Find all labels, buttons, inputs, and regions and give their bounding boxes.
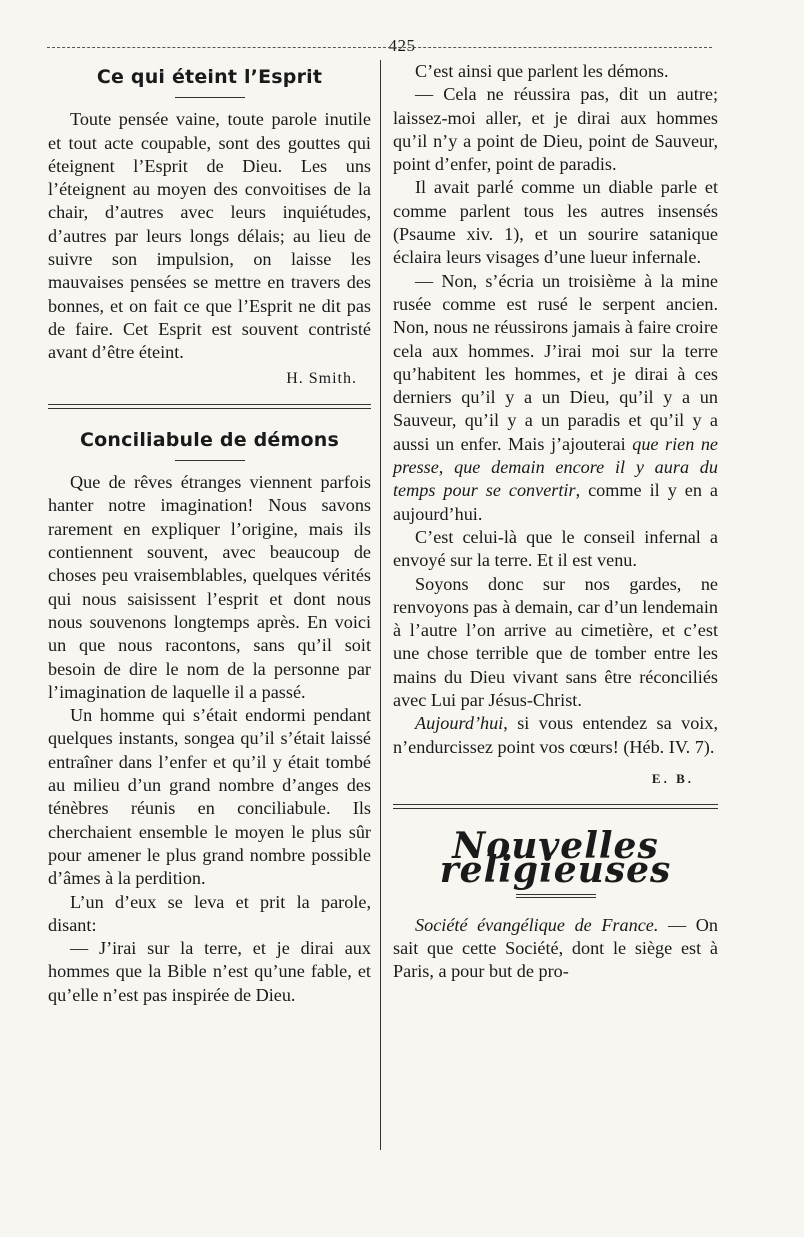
- article-paragraph: Un homme qui s’était endormi pendant quelques instants, songea qu’il s’était laissé entraîner dans l’enfer et qu’il y était tombé au milieu d’un grand nombre d’anges des ténèbres réunis en conciliabule. Ils cherchaient ensemble le moyen le plus sûr pour amener le plus grand nombre possible d’âmes à la perdition.: [48, 705, 371, 889]
- article-paragraph: — J’irai sur la terre, et je dirai aux hommes que la Bible n’est qu’une fable, et qu’elle n’est pas inspirée de Dieu.: [48, 938, 371, 1005]
- section-double-rule: [48, 404, 371, 409]
- article-paragraph: — Cela ne réussira pas, dit un autre; laissez-moi aller, et je dirai aux hommes qu’il n’y a point de Dieu, point de Sauveur, point d’enfer, point de paradis.: [393, 84, 718, 175]
- italic-text: Aujourd’hui: [415, 713, 504, 734]
- article-title-esprit: Ce qui éteint l’Esprit: [96, 66, 323, 88]
- article-signature: H. Smith.: [286, 369, 357, 387]
- right-column: [393, 60, 718, 984]
- article-title-conciliabule: Conciliabule de démons: [80, 428, 339, 451]
- article-paragraph: Soyons donc sur nos gardes, ne renvoyons pas à demain, car d’un lendemain à l’autre l’on arrive au cimetière, et c’est une chose terrible que de tomber entre les mains du Dieu vivant sans être réconciliés avec Lui par Jésus-Christ.: [393, 573, 718, 711]
- left-column: [48, 60, 371, 1007]
- article-signature: E. B.: [651, 770, 694, 786]
- article-paragraph: C’est celui-là que le conseil infernal a envoyé sur la terre. Et il est venu.: [393, 526, 718, 571]
- article-paragraph: Il avait parlé comme un diable parle et comme parlent tous les autres insensés (Psaume xiv. 1), et un sourire satanique éclaira leurs visages d’une lueur infernale.: [393, 177, 718, 268]
- paragraph-text: — Non, s’écria un troisième à la mine rusée comme est rusé le serpent ancien. Non, nous ne réussirons jamais à faire croire cela aux hommes. J’irai moi sur la terre qu’habitent les hommes, et je dirai à ces derniers qu’il y a un Dieu, qu’il y a un Sauveur, qu’il y a un paradis et qu’il y a aussi un enfer. Mais j’ajouterai: [393, 270, 718, 454]
- title-ornament: [516, 894, 596, 898]
- article-paragraph: [393, 712, 718, 759]
- article-paragraph: Que de rêves étranges viennent parfois hanter notre imagination! Nous savons rarement en expliquer l’origine, mais ils contiennent souvent, avec beaucoup de choses peu vraisemblables, quelques vérités qui nous saisissent l’esprit et dont nous nous souvenons longtemps après. En voici un que nous racontons, sans qu’il soit besoin de dire le nom de la personne par l’imagination de laquelle il a passé.: [48, 472, 371, 702]
- italic-text: que rien ne presse, que demain encore il y aura du temps pour se convertir: [393, 433, 719, 501]
- section-title-nouvelles: Nouvelles religieuses: [439, 825, 672, 891]
- section-double-rule: [393, 804, 718, 809]
- article-paragraph: [393, 914, 718, 984]
- paragraph-text: , comme il y en a aujourd’hui.: [393, 480, 718, 524]
- article-paragraph: [393, 270, 718, 526]
- article-paragraph: Toute pensée vaine, toute parole inutile et tout acte coupable, sont des gouttes qui éteignent l’Esprit de Dieu. Les uns l’éteignent au moyen des convoitises de la chair, d’autres avec leurs inquiétudes, d’autres par leurs longs délais; au lieu de suivre son impulsion, on laisse les mauvaises pensées se mettre en travers des bonnes, et on fait ce que l’Esprit ne dit pas de faire. Cet Esprit est souvent contristé avant d’être éteint.: [48, 109, 371, 363]
- paragraph-text: , si vous entendez sa voix, n’endurcissez point vos cœurs! (Héb. IV. 7).: [393, 713, 718, 757]
- title-rule: [175, 97, 245, 98]
- paragraph-text: — On sait que cette Société, dont le siège est à Paris, a pour but de pro-: [393, 914, 718, 982]
- title-rule: [175, 460, 245, 461]
- article-paragraph: L’un d’eux se leva et prit la parole, disant:: [48, 891, 371, 935]
- italic-text: Société évangélique de France.: [415, 914, 659, 935]
- article-paragraph: C’est ainsi que parlent les démons.: [415, 61, 669, 81]
- header-rule: [47, 47, 712, 48]
- page-number: 425: [388, 36, 416, 55]
- column-divider: [380, 60, 381, 1150]
